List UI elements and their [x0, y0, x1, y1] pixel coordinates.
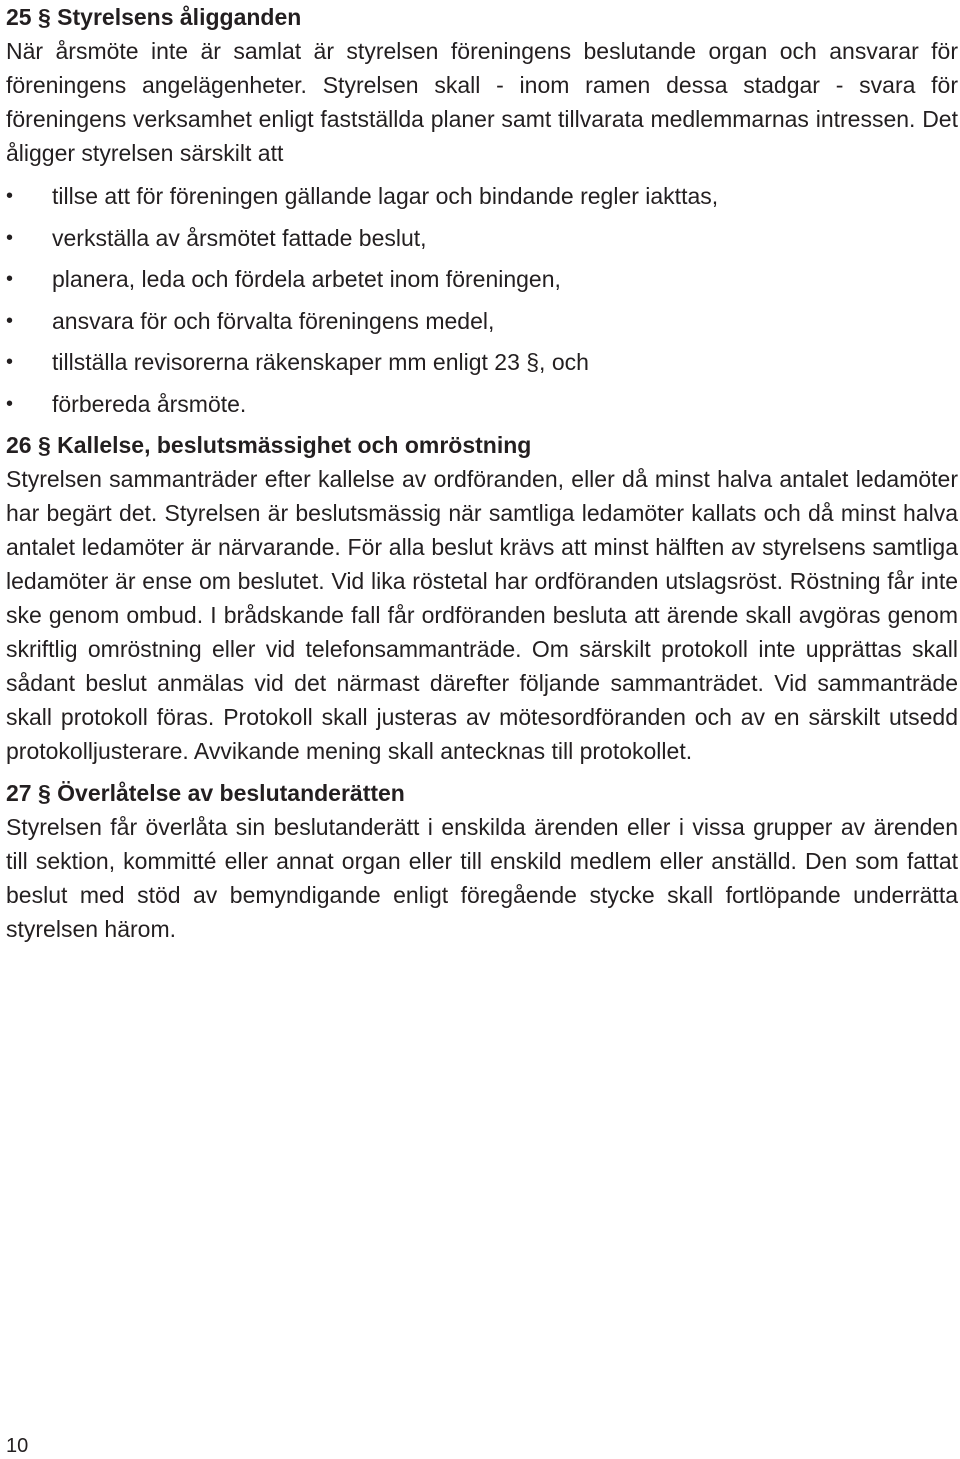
section-heading: 27 § Överlåtelse av beslutanderätten	[6, 779, 405, 806]
section-26	[6, 428, 958, 768]
page-number: 10	[6, 1435, 29, 1457]
list-item	[6, 259, 958, 301]
list-item-text: tillställa revisorerna räkenskaper mm enligt 23 §, och	[52, 349, 589, 376]
bullet-icon: •	[6, 392, 14, 415]
list-item-text: ansvara för och förvalta föreningens medel,	[52, 307, 495, 334]
section-paragraph: Styrelsen sammanträder efter kallelse av ordföranden, eller då minst halva antalet ledamöter har begärt det. Styrelsen är beslutsmässig när samtliga ledamöter kallats och då minst halva antalet ledamöter är närvarande. För alla beslut krävs att minst hälften av styrelsens samtliga ledamöter är ense om beslutet. Vid lika röstetal har ordföranden utslagsröst. Röstning får inte ske genom ombud. I brådskande fall får ordföranden besluta att ärende skall avgöras genom skriftlig omröstning eller vid telefonsammanträde. Om särskilt protokoll inte upprättas skall sådant beslut anmälas vid det närmast därefter följande sammanträdet. Vid sammanträde skall protokoll föras. Protokoll skall justeras av mötesordföranden och av en särskilt utsedd protokolljusterare. Avvikande mening skall antecknas till protokollet.	[6, 465, 958, 764]
list-item-text: verkställa av årsmötet fattade beslut,	[52, 224, 427, 251]
bullet-icon: •	[6, 309, 14, 332]
section-heading: 25 § Styrelsens åligganden	[6, 4, 302, 30]
section-paragraph: Styrelsen får överlåta sin beslutanderätt i enskilda ärenden eller i vissa grupper av ärenden till sektion, kommitté eller annat organ eller till enskild medlem eller anställd. Den som fattat beslut med stöd av bemyndigande enligt föregående stycke skall fortlöpande underrätta styrelsen härom.	[6, 813, 958, 942]
bullet-icon: •	[6, 226, 14, 249]
bullet-icon: •	[6, 268, 14, 291]
bullet-icon: •	[6, 351, 14, 374]
duties-list	[6, 176, 958, 426]
list-item-text: förbereda årsmöte.	[52, 390, 247, 417]
list-item	[6, 342, 958, 384]
section-paragraph: När årsmöte inte är samlat är styrelsen föreningens beslutande organ och ansvarar för föreningens angelägenheter. Styrelsen skall - inom ramen dessa stadgar - svara för föreningens verksamhet enligt fastställda planer samt tillvarata medlemmarnas intressen. Det åligger styrelsen särskilt att	[6, 38, 958, 166]
list-item	[6, 301, 958, 343]
list-item	[6, 384, 958, 426]
list-item-text: tillse att för föreningen gällande lagar och bindande regler iakttas,	[52, 183, 719, 209]
section-heading: 26 § Kallelse, beslutsmässighet och omröstning	[6, 431, 532, 458]
list-item	[6, 176, 958, 218]
bullet-icon: •	[6, 185, 14, 207]
document-page	[6, 0, 958, 946]
section-27	[6, 776, 958, 946]
list-item-text: planera, leda och fördela arbetet inom föreningen,	[52, 266, 561, 293]
section-25	[6, 0, 958, 426]
list-item	[6, 218, 958, 260]
